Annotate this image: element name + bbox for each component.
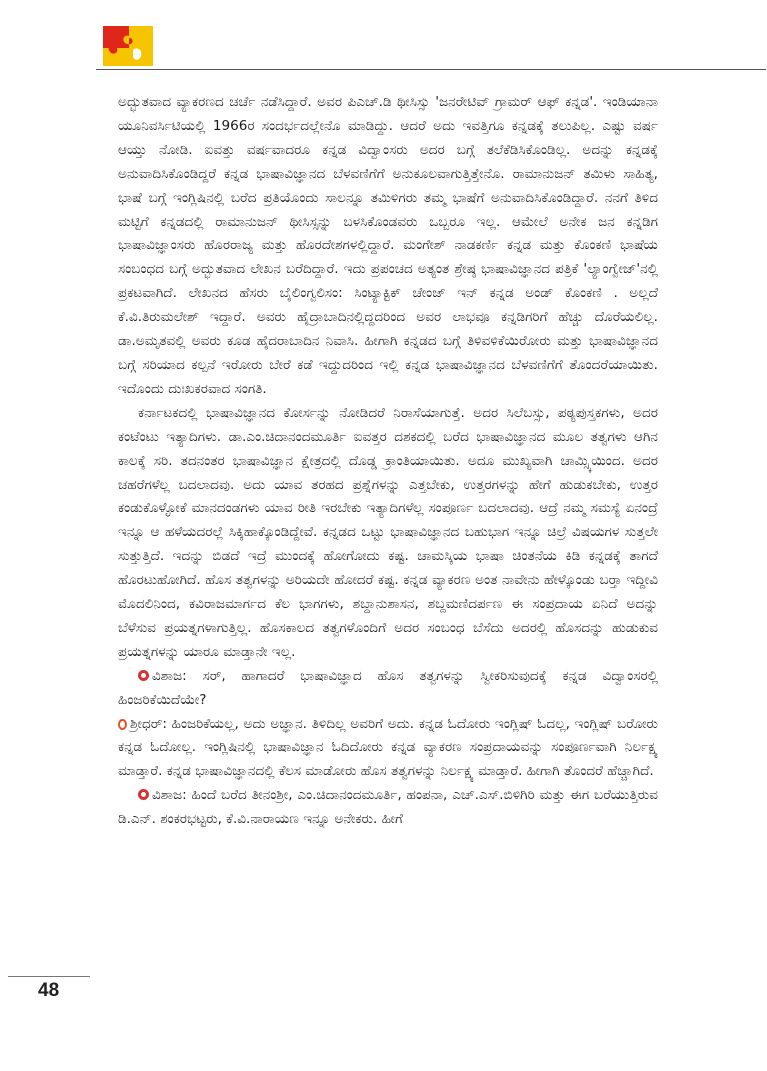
question-1-text: ವಿಶಾಜ: ಸರ್, ಹಾಗಾದರೆ ಭಾಷಾವಿಜ್ಞಾದ ಹೊಸ ತತ್ವಗಳನ್ನು ಸ್ವೀಕರಿಸುವುದಕ್ಕೆ ಕನ್ನಡ ವಿದ್ವಾಂಸರಲ್ಲಿ ಹಿಂಜರಿಕೆಯಿದೆಯೇ? <box>118 667 658 708</box>
paragraph-1: ಅದ್ಭುತವಾದ ವ್ಯಾಕರಣದ ಚರ್ಚೆ ನಡೆಸಿದ್ದಾರೆ. ಅವರ ಪಿಎಚ್.ಡಿ ಥೀಸಿಸ್ಸು 'ಜನರೇಟಿವ್ ಗ್ರಾಮರ್ ಆಫ್ ಕನ್ನಡ'. ಇಂಡಿಯಾನಾ ಯೂನಿವರ್ಸಿಟಿಯಲ್ಲಿ 1966ರ ಸಂದರ್ಭದಲ್ಲೇನೊ ಮಾಡಿದ್ದು. ಆದರೆ ಅದು ಇವತ್ತಿಗೂ ಕನ್ನಡಕ್ಕೆ ತಲುಪಿಲ್ಲ. ಎಷ್ಟು ವರ್ಷ ಆಯ್ತು ನೋಡಿ. ಐವತ್ತು ವರ್ಷವಾದರೂ ಕನ್ನಡ ವಿದ್ವಾಂಸರು ಅದರ ಬಗ್ಗೆ ತಲೆಕೆಡಿಸಿಕೊಂಡಿಲ್ಲ. ಅದನ್ನು ಕನ್ನಡಕ್ಕೆ ಅನುವಾದಿಸಿಕೊಂಡಿದ್ದರೆ ಕನ್ನಡ ಭಾಷಾವಿಜ್ಞಾನದ ಬೆಳವಣಿಗೆಗೆ ಅನುಕೂಲವಾಗುತ್ತಿತ್ತೇನೊ. ರಾಮಾನುಜನ್ ತಮಿಳು ಸಾಹಿತ್ಯ, ಭಾಷೆ ಬಗ್ಗೆ ಇಂಗ್ಲಿಷಿನಲ್ಲಿ ಬರೆದ ಪ್ರತಿಯೊಂದು ಸಾಲನ್ನೂ ತಮಿಳಿಗರು ತಮ್ಮ ಭಾಷೆಗೆ ಅನುವಾದಿಸಿಕೊಂಡಿದ್ದಾರೆ. ನನಗೆ ತಿಳಿದ ಮಟ್ಟಿಗೆ ಕನ್ನಡದಲ್ಲಿ ರಾಮಾನುಜನ್ ಥೀಸಿಸ್ಸನ್ನು ಬಳಸಿಕೊಂಡವರು ಒಬ್ಬರೂ ಇಲ್ಲ. ಆಮೇಲೆ ಅನೇಕ ಜನ ಕನ್ನಡಿಗ ಭಾಷಾವಿಜ್ಞಾಂಸರು ಹೊರರಾಜ್ಯ ಮತ್ತು ಹೊರದೇಶಗಳಲ್ಲಿದ್ದಾರೆ. ಮಂಗೇಶ್ ನಾಡಕರ್ಣಿ ಕನ್ನಡ ಮತ್ತು ಕೊಂಕಣಿ ಭಾಷೆಯ ಸಂಬಂಧದ ಬಗ್ಗೆ ಅದ್ಭುತವಾದ ಲೇಖನ ಬರೆದಿದ್ದಾರೆ. ಇದು ಪ್ರಪಂಚದ ಅತ್ಯಂತ ಶ್ರೇಷ್ಠ ಭಾಷಾವಿಜ್ಞಾನದ ಪತ್ರಿಕೆ 'ಲ್ಯಾಂಗ್ವೇಜ್'ನಲ್ಲಿ ಪ್ರಕಟವಾಗಿದೆ. ಲೇಖನದ ಹೆಸರು ಬೈಲಿಂಗ್ವಲಿಸಂ: ಸಿಂಟ್ಯಾಕ್ಟಿಕ್ ಚೇಂಜ್ ಇನ್ ಕನ್ನಡ ಅಂಡ್ ಕೊಂಕಣಿ . ಅಲ್ಲದೆ ಕೆ.ವಿ.ತಿರುಮಲೇಶ್ ಇದ್ದಾರೆ. ಅವರು ಹೈದ್ರಾಬಾದಿನಲ್ಲಿದ್ದದರಿಂದ ಅವರ ಲಾಭವೂ ಕನ್ನಡಿಗರಿಗೆ ಹೆಚ್ಚು ದೊರೆಯಲಿಲ್ಲ. ಡಾ.ಅಮೃತವಲ್ಲಿ ಅವರು ಕೂಡ ಹೈದರಾಬಾದಿನ ನಿವಾಸಿ. ಹೀಗಾಗಿ ಕನ್ನಡದ ಬಗ್ಗೆ ತಿಳಿವಳಿಕೆಯಿರೋರು ಮತ್ತು ಭಾಷಾವಿಜ್ಞಾನದ ಬಗ್ಗೆ ಸರಿಯಾದ ಕಲ್ಪನೆ ಇರೋರು ಬೇರೆ ಕಡೆ ಇದ್ದುದರಿಂದ ಇಲ್ಲಿ ಕನ್ನಡ ಭಾಷಾವಿಜ್ಞಾನದ ಬೆಳವಣಿಗೆಗೆ ತೊಂದರೆಯಾಯಿತು. ಇದೊಂದು ದುಃಖಕರವಾದ ಸಂಗತಿ. <box>118 94 658 397</box>
question-2 <box>118 784 658 832</box>
answer-1 <box>118 713 658 785</box>
article-body <box>118 91 658 832</box>
ring-bullet-icon <box>118 719 127 730</box>
answer-1-text: ಶ್ರೀಧರ್: ಹಿಂಜರಿಕೆಯಲ್ಲ, ಅದು ಅಜ್ಞಾನ. ತಿಳಿದಿಲ್ಲ ಅವರಿಗೆ ಅದು. ಕನ್ನಡ ಓದೋರು ಇಂಗ್ಲಿಷ್ ಓದಲ್ಲ, ಇಂಗ್ಲಿಷ್ ಬರೋರು ಕನ್ನಡ ಓದೋಲ್ಲ. ಇಂಗ್ಲಿಷಿನಲ್ಲಿ ಭಾಷಾವಿಜ್ಞಾನ ಓದಿದೋರು ಕನ್ನಡ ವ್ಯಾಕರಣ ಸಂಪ್ರದಾಯವನ್ನು ಸಂಪೂರ್ಣವಾಗಿ ನಿರ್ಲಕ್ಷ್ಯ ಮಾಡ್ತಾರೆ. ಕನ್ನಡ ಭಾಷಾವಿಜ್ಞಾನದಲ್ಲಿ ಕೆಲಸ ಮಾಡೋರು ಹೊಸ ತತ್ವಗಳನ್ನು ನಿರ್ಲಕ್ಷ್ಯ ಮಾಡ್ತಾರೆ. ಹೀಗಾಗಿ ತೊಂದರೆ ಹೆಚ್ಚಾಗಿದೆ. <box>118 715 658 780</box>
paragraph-2: ಕರ್ನಾಟಕದಲ್ಲಿ ಭಾಷಾವಿಜ್ಞಾನದ ಕೋರ್ಸನ್ನು ನೋಡಿದರೆ ನಿರಾಸೆಯಾಗುತ್ತೆ. ಅದರ ಸಿಲೆಬಸ್ಸು, ಪಠ್ಯಪುಸ್ತಕಗಳು, ಅದರ ಕಂಟೆಂಟು ಇತ್ಯಾದಿಗಳು. ಡಾ.ಎಂ.ಚಿದಾನಂದಮೂರ್ತಿ ಐವತ್ತರ ದಶಕದಲ್ಲಿ ಬರೆದ ಭಾಷಾವಿಜ್ಞಾನದ ಮೂಲ ತತ್ವಗಳು ಆಗಿನ ಕಾಲಕ್ಕೆ ಸರಿ. ತದನಂತರ ಭಾಷಾವಿಜ್ಞಾನ ಕ್ಷೇತ್ರದಲ್ಲಿ ದೊಡ್ಡ ಕ್ರಾಂತಿಯಾಯಿತು. ಅದೂ ಮುಖ್ಯವಾಗಿ ಚಾಮ್ಸ್ಕಿಯಿಂದ. ಅದರ ಚಹರೆಗಳೆಲ್ಲ ಬದಲಾದವು. ಅದು ಯಾವ ತರಹದ ಪ್ರಶ್ನೆಗಳನ್ನು ಎತ್ತಬೇಕು, ಉತ್ತರಗಳನ್ನು ಹೇಗೆ ಹುಡುಕಬೇಕು, ಉತ್ತರ ಕಂಡುಕೊಳ್ಳೋಕೆ ಮಾನದಂಡಗಳು ಯಾವ ರೀತಿ ಇರಬೇಕು ಇತ್ಯಾದಿಗಳೆಲ್ಲ ಸಂಪೂರ್ಣ ಬದಲಾದವು. ಆದ್ರೆ ನಮ್ಮ ಸಮಸ್ಯೆ ಏನಂದ್ರೆ ಇನ್ನೂ ಆ ಹಳೆಯದರಲ್ಲೆ ಸಿಕ್ಕಿಹಾಕ್ಕೊಂಡಿದ್ದೇವೆ. ಕನ್ನಡದ ಒಟ್ಟು ಭಾಷಾವಿಜ್ಞಾನದ ಬಹುಭಾಗ ಇನ್ನೂ ಚಿಲ್ರೆ ವಿಷಯಗಳ ಸುತ್ತಲೇ ಸುತ್ತುತ್ತಿದೆ. ಇದನ್ನು ಬಿಡದೆ ಇದ್ರೆ ಮುಂದಕ್ಕೆ ಹೋಗೋದು ಕಷ್ಟ. ಚಾಮಸ್ಕಿಯ ಭಾಷಾ ಚಿಂತನೆಯ ಕಿಡಿ ಕನ್ನಡಕ್ಕೆ ತಾಗದೆ ಹೊರಟುಹೋಗಿದೆ. ಹೊಸ ತತ್ವಗಳನ್ನು ಅರಿಯದೇ ಹೋದರೆ ಕಷ್ಟ. ಕನ್ನಡ ವ್ಯಾಕರಣ ಅಂತ ನಾವೇನು ಹೇಳ್ಕೊಂಡು ಬರ್‍ತಾ ಇದ್ದೀವಿ ಮೊದಲಿನಿಂದ, ಕವಿರಾಜಮಾರ್ಗದ ಕೆಲ ಭಾಗಗಳು, ಶಬ್ದಾನುಶಾಸನ, ಶಬ್ದಮಣಿದರ್ಪಣ ಈ ಸಂಪ್ರದಾಯ ಏನಿದೆ ಅದನ್ನು ಬೆಳೆಸುವ ಪ್ರಯತ್ನಗಳಾಗುತ್ತಿಲ್ಲ. ಹೊಸಕಾಲದ ತತ್ವಗಳೊಂದಿಗೆ ಅದರ ಸಂಬಂಧ ಬೆಸೆದು ಅದರಲ್ಲಿ ಹೊಸದನ್ನು ಹುಡುಕುವ ಪ್ರಯತ್ನಗಳನ್ನು ಯಾರೂ ಮಾಡ್ತಾನೇ ಇಲ್ಲ. <box>118 404 658 660</box>
question-1 <box>118 665 658 713</box>
flower-bullet-icon <box>138 670 149 681</box>
puzzle-logo-icon <box>103 26 153 66</box>
header-rule <box>96 69 766 70</box>
footer-rule <box>8 976 90 977</box>
question-2-text: ವಿಶಾಜ: ಹಿಂದೆ ಬರೆದ ತೀನಂಶ್ರೀ, ಎಂ.ಚಿದಾನಂದಮೂರ್ತಿ, ಹಂಪನಾ, ಎಚ್.ಎಸ್.ಬಿಳಿಗಿರಿ ಮತ್ತು ಈಗ ಬರೆಯುತ್ತಿರುವ ಡಿ.ಎನ್. ಶಂಕರಭಟ್ಟರು, ಕೆ.ವಿ.ನಾರಾಯಣ ಇನ್ನೂ ಅನೇಕರು. ಹೀಗೆ <box>118 787 658 828</box>
flower-bullet-icon <box>138 789 149 800</box>
page-number: 48 <box>38 980 60 1001</box>
